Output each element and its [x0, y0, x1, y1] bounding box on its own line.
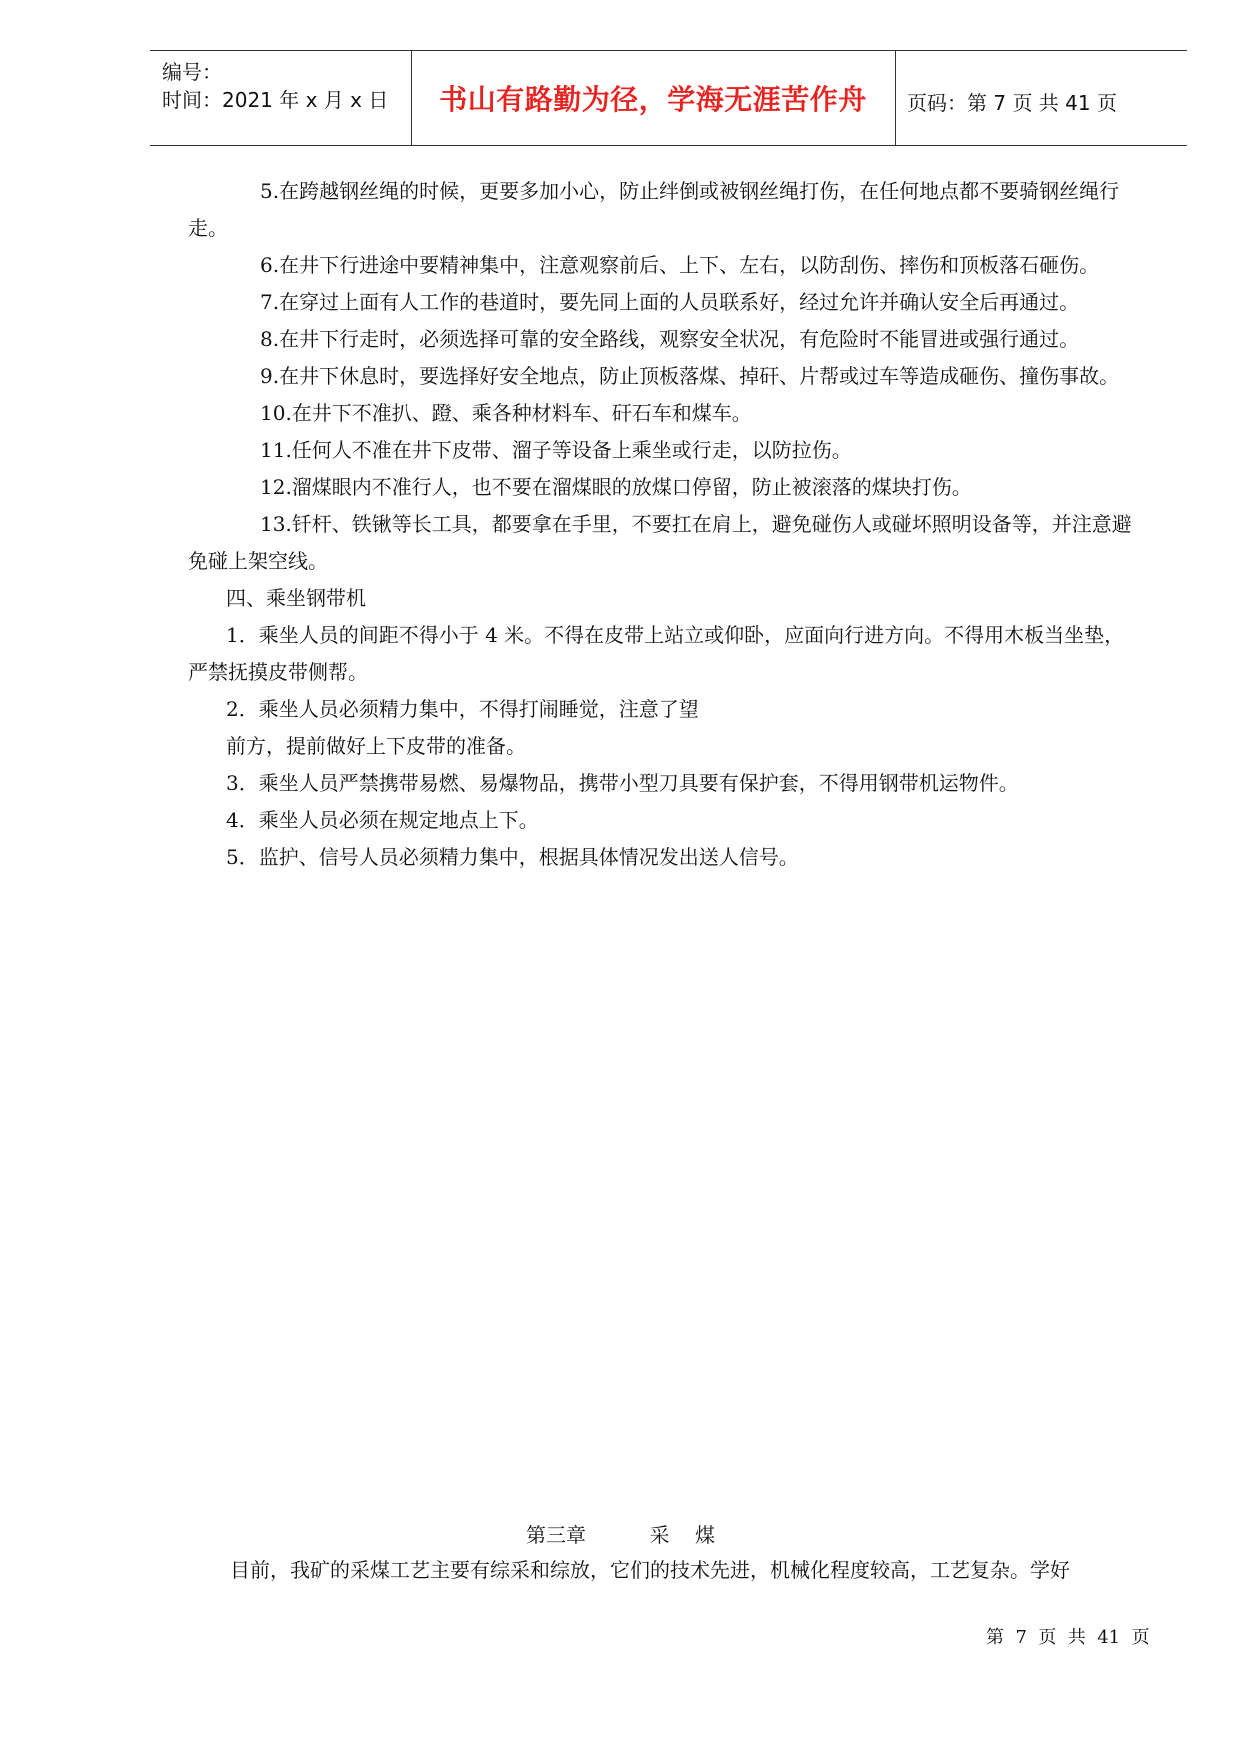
belt-rule: 2．乘坐人员必须精力集中，不得打闹睡觉，注意了望: [226, 697, 699, 721]
header-date: 时间：2021 年 x 月 x 日: [162, 88, 389, 112]
belt-rule: 3．乘坐人员严禁携带易燃、易爆物品，携带小型刀具要有保护套，不得用钢带机运物件。: [226, 771, 1019, 795]
safety-item: 12.溜煤眼内不准行人，也不要在溜煤眼的放煤口停留，防止被滚落的煤块打伤。: [260, 475, 972, 499]
belt-rule: 1．乘坐人员的间距不得小于 4 米。不得在皮带上站立或仰卧，应面向行进方向。不得用木板当坐垫，严禁抚摸皮带侧帮。: [188, 623, 1125, 684]
safety-item: 9.在井下休息时，要选择好安全地点，防止顶板落煤、掉矸、片帮或过车等造成砸伤、撞伤事故。: [260, 364, 1120, 388]
belt-rule: 4．乘坐人员必须在规定地点上下。: [226, 808, 539, 832]
safety-item: 5.在跨越钢丝绳的时候，更要多加小心，防止绊倒或被钢丝绳打伤，在任何地点都不要骑钢丝绳行走。: [188, 179, 1120, 240]
header-bottom-rule: [150, 145, 1187, 146]
page-footer: 第 7 页 共 41 页: [986, 1627, 1150, 1648]
belt-rule: 5．监护、信号人员必须精力集中，根据具体情况发出送人信号。: [226, 845, 799, 869]
chapter-intro: 目前，我矿的采煤工艺主要有综采和综放，它们的技术先进，机械化程度较高，工艺复杂。学好: [230, 1558, 1070, 1582]
belt-rule-continuation: 前方，提前做好上下皮带的准备。: [226, 734, 526, 758]
header-top-rule: [150, 50, 1187, 51]
safety-item: 6.在井下行进途中要精神集中，注意观察前后、上下、左右，以防刮伤、摔伤和顶板落石砸伤。: [260, 253, 1100, 277]
header-divider-right: [895, 50, 896, 145]
chapter-title: 第三章 采 煤: [525, 1523, 715, 1547]
body-text: [188, 173, 1142, 876]
safety-item: 13.钎杆、铁锹等长工具，都要拿在手里，不要扛在肩上，避免碰伤人或碰坏照明设备等，并注意避免碰上架空线。: [188, 512, 1132, 573]
safety-item: 7.在穿过上面有人工作的巷道时，要先同上面的人员联系好，经过允许并确认安全后再通过。: [260, 290, 1080, 314]
header-motto: 书山有路勤为径，学海无涯苦作舟: [439, 83, 867, 116]
section-title: 四、乘坐钢带机: [226, 586, 366, 610]
safety-item: 11.任何人不准在井下皮带、溜子等设备上乘坐或行走，以防拉伤。: [260, 438, 852, 462]
header-page-info: 页码：第 7 页 共 41 页: [907, 91, 1117, 115]
safety-item: 10.在井下不准扒、蹬、乘各种材料车、矸石车和煤车。: [260, 401, 752, 425]
header-number-label: 编号：: [162, 60, 222, 84]
safety-item: 8.在井下行走时，必须选择可靠的安全路线，观察安全状况，有危险时不能冒进或强行通过。: [260, 327, 1080, 351]
